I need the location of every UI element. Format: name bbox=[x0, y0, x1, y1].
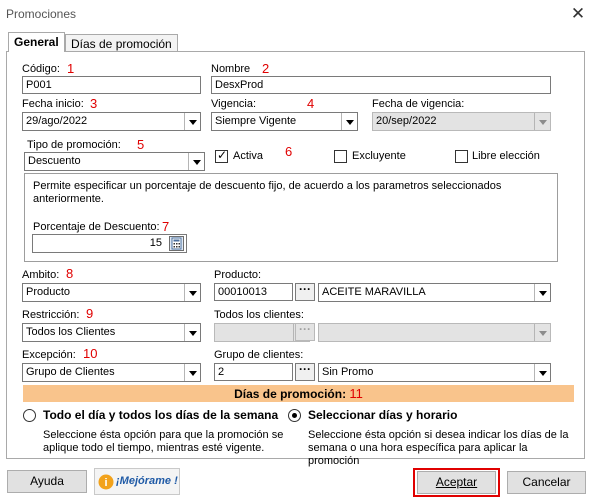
opcion-seleccionar-title: Seleccionar días y horario bbox=[308, 408, 458, 422]
cancelar-button[interactable]: Cancelar bbox=[507, 471, 586, 494]
chevron-down-icon[interactable] bbox=[184, 284, 200, 301]
nombre-label: Nombre bbox=[211, 63, 251, 75]
calculator-icon[interactable] bbox=[169, 236, 184, 251]
marker-9: 9 bbox=[86, 306, 94, 321]
tipo-promocion-label: Tipo de promoción: bbox=[27, 139, 121, 151]
marker-8: 8 bbox=[66, 266, 74, 281]
todos-clientes-label: Todos los clientes: bbox=[214, 309, 304, 321]
ambito-label: Ambito: bbox=[22, 269, 60, 281]
fecha-vigencia-value: 20/sep/2022 bbox=[376, 115, 437, 127]
ambito-value: Producto bbox=[26, 286, 71, 298]
producto-name-value: ACEITE MARAVILLA bbox=[322, 286, 426, 298]
chevron-down-icon[interactable] bbox=[184, 324, 200, 341]
grupo-clientes-label: Grupo de clientes: bbox=[214, 349, 304, 361]
marker-2: 2 bbox=[262, 61, 270, 76]
opcion-todo-title: Todo el día y todos los días de la semana bbox=[43, 408, 279, 422]
tab-general[interactable]: General bbox=[8, 32, 65, 52]
fecha-inicio-label: Fecha inicio: bbox=[22, 98, 84, 110]
fecha-vigencia-label: Fecha de vigencia: bbox=[372, 98, 465, 110]
tipo-promocion-value: Descuento bbox=[28, 155, 81, 167]
fecha-inicio-dropdown[interactable] bbox=[22, 112, 201, 131]
dias-promocion-banner bbox=[23, 385, 574, 402]
marker-10: 10 bbox=[83, 346, 98, 361]
marker-6: 6 bbox=[285, 144, 293, 159]
dias-promocion-banner-label: Días de promoción: bbox=[234, 387, 347, 401]
vigencia-label: Vigencia: bbox=[211, 98, 257, 110]
excluyente-checkbox[interactable] bbox=[334, 150, 347, 163]
restriccion-label: Restricción: bbox=[22, 309, 80, 321]
chevron-down-icon[interactable] bbox=[534, 284, 550, 301]
lightbulb-icon bbox=[98, 474, 114, 490]
chevron-down-icon[interactable] bbox=[341, 113, 357, 130]
codigo-label: Código: bbox=[22, 63, 60, 75]
libre-eleccion-label: Libre elección bbox=[472, 150, 540, 162]
todos-clientes-lookup-button: ··· bbox=[295, 323, 315, 341]
vigencia-dropdown[interactable] bbox=[211, 112, 358, 131]
ayuda-button[interactable]: Ayuda bbox=[7, 470, 87, 493]
aceptar-button[interactable]: Aceptar bbox=[417, 471, 496, 494]
producto-lookup-button[interactable]: ··· bbox=[295, 283, 315, 301]
window-title: Promociones bbox=[6, 7, 77, 21]
excluyente-label: Excluyente bbox=[352, 150, 406, 162]
chevron-down-icon bbox=[534, 113, 550, 130]
grupo-clientes-code-field[interactable]: 2 bbox=[214, 363, 293, 381]
marker-11: 11 bbox=[349, 386, 363, 401]
porcentaje-label: Porcentaje de Descuento: bbox=[33, 221, 160, 233]
todos-clientes-name-dropdown bbox=[318, 323, 551, 342]
porcentaje-value: 15 bbox=[149, 237, 162, 249]
restriccion-dropdown[interactable] bbox=[22, 323, 201, 342]
grupo-clientes-dropdown[interactable] bbox=[318, 363, 551, 382]
marker-4: 4 bbox=[307, 96, 315, 111]
excepcion-label: Excepción: bbox=[22, 349, 76, 361]
fecha-inicio-value: 29/ago/2022 bbox=[26, 115, 88, 127]
ambito-dropdown[interactable] bbox=[22, 283, 201, 302]
marker-1: 1 bbox=[67, 61, 75, 76]
producto-dropdown[interactable] bbox=[318, 283, 551, 302]
grupo-clientes-name-value: Sin Promo bbox=[322, 366, 374, 378]
svg-text:i: i bbox=[104, 477, 108, 489]
restriccion-value: Todos los Clientes bbox=[26, 326, 116, 338]
close-icon[interactable]: ✕ bbox=[570, 4, 586, 23]
chevron-down-icon[interactable] bbox=[534, 364, 550, 381]
marker-3: 3 bbox=[90, 96, 98, 111]
chevron-down-icon bbox=[534, 324, 550, 341]
codigo-field[interactable]: P001 bbox=[22, 76, 201, 94]
opcion-todo-description: Seleccione ésta opción para que la promoción se aplique todo el tiempo, mientras esté vigente. bbox=[43, 429, 284, 454]
promocion-description: Permite especificar un porcentaje de descuento fijo, de acuerdo a los parametros seleccionados anteriormente. bbox=[33, 180, 502, 205]
opcion-seleccionar-description: Seleccione ésta opción si desea indicar los días de la semana o una hora específica para aplicar la promoción bbox=[308, 429, 569, 467]
marker-5: 5 bbox=[137, 137, 145, 152]
chevron-down-icon[interactable] bbox=[188, 153, 204, 170]
excepcion-value: Grupo de Clientes bbox=[26, 366, 115, 378]
title-bar bbox=[0, 0, 592, 30]
tab-dias-promocion[interactable]: Días de promoción bbox=[65, 34, 178, 52]
producto-code-field[interactable]: 00010013 bbox=[214, 283, 293, 301]
vigencia-value: Siempre Vigente bbox=[215, 115, 297, 127]
libre-eleccion-checkbox[interactable] bbox=[455, 150, 468, 163]
producto-label: Producto: bbox=[214, 269, 262, 281]
grupo-clientes-lookup-button[interactable]: ··· bbox=[295, 363, 315, 381]
chevron-down-icon[interactable] bbox=[184, 364, 200, 381]
activa-label: Activa bbox=[233, 150, 263, 162]
mejorame-label: ¡Mejórame ! bbox=[116, 475, 178, 487]
tipo-promocion-dropdown[interactable] bbox=[24, 152, 205, 171]
fecha-vigencia-dropdown bbox=[372, 112, 551, 131]
marker-7: 7 bbox=[162, 219, 170, 234]
nombre-field[interactable]: DesxProd bbox=[211, 76, 551, 94]
radio-todo-el-dia[interactable] bbox=[23, 409, 36, 422]
porcentaje-descuento-field[interactable] bbox=[32, 234, 187, 253]
activa-checkbox[interactable] bbox=[215, 150, 228, 163]
mejorame-button[interactable] bbox=[94, 468, 180, 495]
excepcion-dropdown[interactable] bbox=[22, 363, 201, 382]
chevron-down-icon[interactable] bbox=[184, 113, 200, 130]
radio-seleccionar-dias[interactable] bbox=[288, 409, 301, 422]
